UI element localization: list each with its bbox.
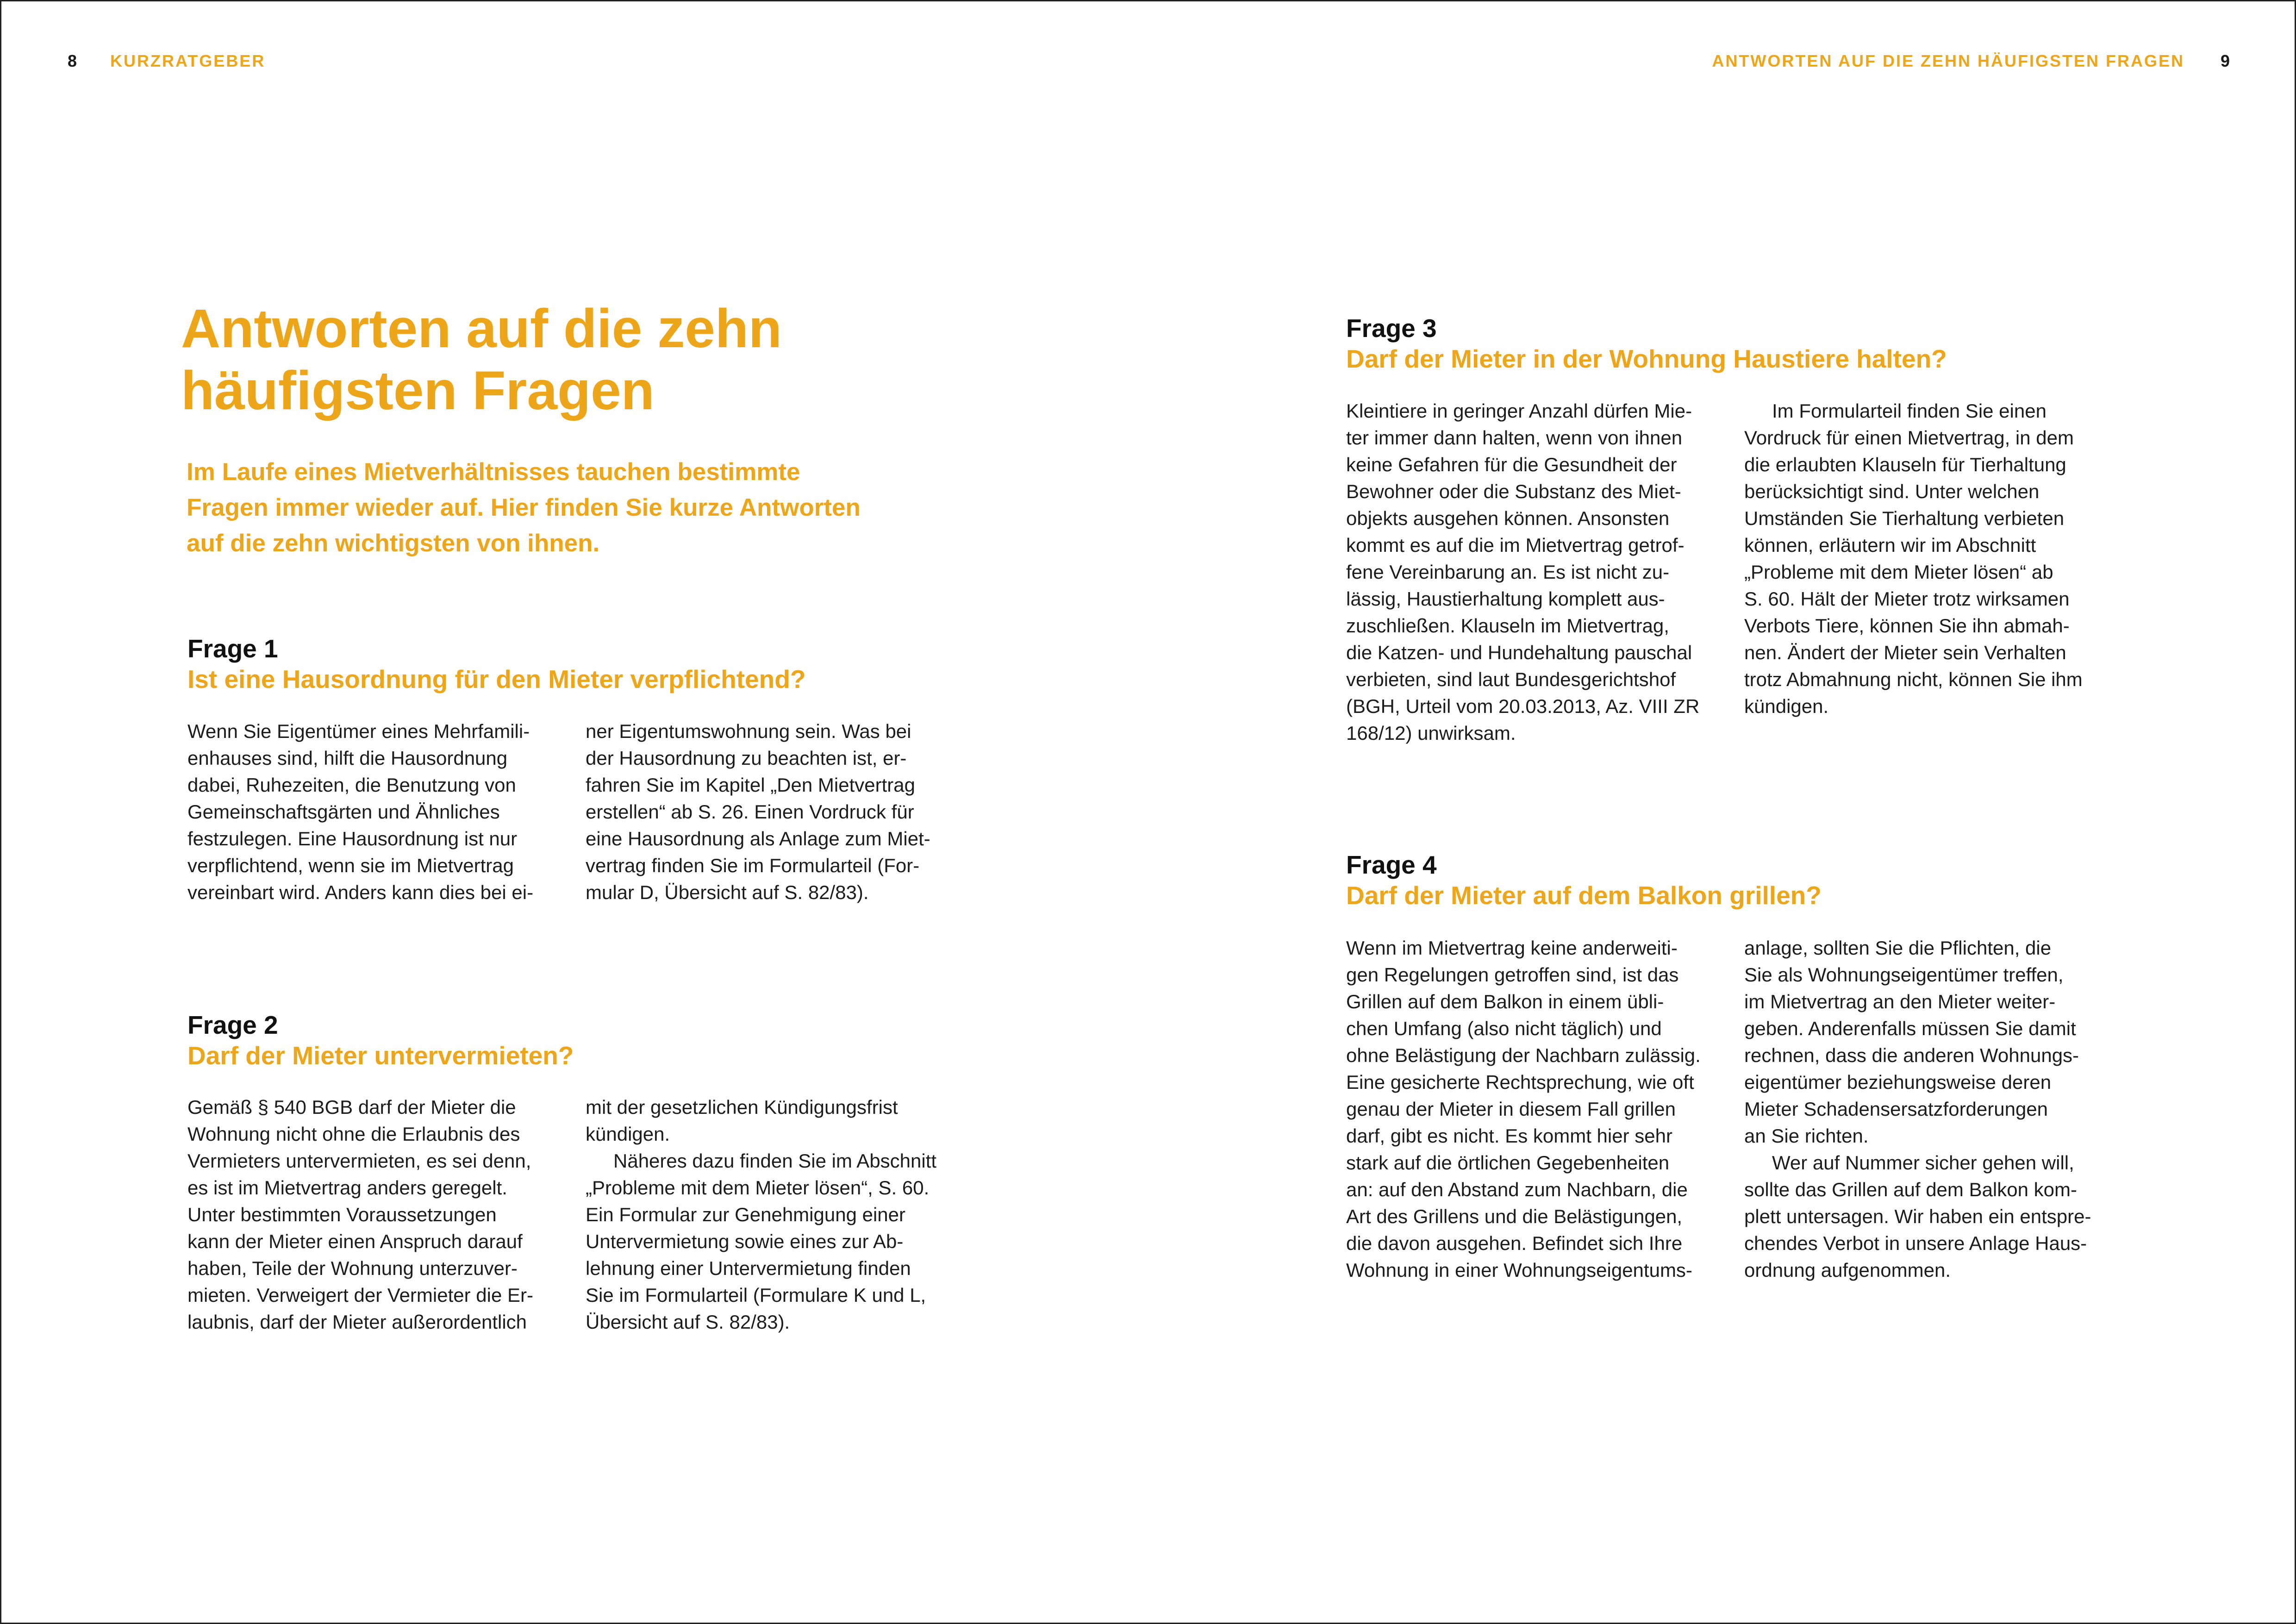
- body-line: die davon ausgehen. Befindet sich Ihre: [1346, 1232, 1683, 1254]
- right-page-number: 9: [2220, 51, 2230, 70]
- body-line: die Katzen- und Hundehaltung pauschal: [1346, 642, 1692, 663]
- body-line: die erlaubten Klauseln für Tierhaltung: [1744, 454, 2066, 475]
- body-line: ner Eigentumswohnung sein. Was bei: [586, 720, 911, 742]
- body-line: verpflichtend, wenn sie im Mietvertrag: [187, 855, 514, 876]
- body-line: eine Hausordnung als Anlage zum Miet-: [586, 828, 930, 849]
- body-line: S. 60. Hält der Mieter trotz wirksamen: [1744, 588, 2070, 610]
- body-line: „Probleme mit dem Mieter lösen“ ab: [1744, 561, 2053, 583]
- question-2-body: [187, 1094, 951, 1336]
- body-line: „Probleme mit dem Mieter lösen“, S. 60.: [586, 1177, 930, 1199]
- body-line: zuschließen. Klauseln im Mietvertrag,: [1346, 615, 1669, 637]
- body-line: an: auf den Abstand zum Nachbarn, die: [1346, 1179, 1688, 1200]
- body-line: verbieten, sind laut Bundesgerichtshof: [1346, 668, 1676, 690]
- question-3-body: [1346, 398, 2110, 747]
- body-line: Ein Formular zur Genehmigung einer: [586, 1204, 905, 1225]
- body-line: haben, Teile der Wohnung unterzuver-: [187, 1257, 518, 1279]
- body-line: Verbots Tiere, können Sie ihn abmah-: [1744, 615, 2070, 637]
- chapter-title-line1: Antworten auf die zehn: [181, 298, 782, 359]
- body-line: enhauses sind, hilft die Hausordnung: [187, 747, 508, 769]
- body-line: (BGH, Urteil vom 20.03.2013, Az. VIII ZR: [1346, 695, 1700, 717]
- body-line: Näheres dazu finden Sie im Abschnitt: [613, 1150, 937, 1172]
- body-line: berücksichtigt sind. Unter welchen: [1744, 481, 2040, 502]
- body-line: keine Gefahren für die Gesundheit der: [1346, 454, 1677, 475]
- body-line: im Mietvertrag an den Mieter weiter-: [1744, 991, 2056, 1012]
- body-line: darf, gibt es nicht. Es kommt hier sehr: [1346, 1125, 1672, 1147]
- body-line: es ist im Mietvertrag anders geregelt.: [187, 1177, 507, 1199]
- body-line: mular D, Übersicht auf S. 82/83).: [586, 881, 869, 903]
- body-line: fahren Sie im Kapitel „Den Mietvertrag: [586, 774, 915, 796]
- intro-line2: Fragen immer wieder auf. Hier finden Sie kurze Antworten: [187, 494, 861, 521]
- question-label: Frage 3: [1346, 314, 1437, 343]
- body-line: objekts ausgehen können. Ansonsten: [1346, 507, 1670, 529]
- body-line: Wenn Sie Eigentümer eines Mehrfamili-: [187, 720, 530, 742]
- body-line: Mieter Schadensersatzforderungen: [1744, 1098, 2048, 1120]
- body-line: der Hausordnung zu beachten ist, er-: [586, 747, 907, 769]
- question-title: Ist eine Hausordnung für den Mieter verpflichtend?: [187, 665, 806, 693]
- body-line: Eine gesicherte Rechtsprechung, wie oft: [1346, 1071, 1694, 1093]
- body-line: fene Vereinbarung an. Es ist nicht zu-: [1346, 561, 1670, 583]
- body-line: trotz Abmahnung nicht, können Sie ihm: [1744, 668, 2083, 690]
- body-column-right: [586, 1094, 951, 1336]
- body-line: genau der Mieter in diesem Fall grillen: [1346, 1098, 1676, 1120]
- body-line: kommt es auf die im Mietvertrag getrof-: [1346, 534, 1685, 556]
- intro-line3: auf die zehn wichtigsten von ihnen.: [187, 530, 600, 557]
- body-line: plett untersagen. Wir haben ein entspre-: [1744, 1206, 2091, 1227]
- body-line: Vordruck für einen Mietvertrag, in dem: [1744, 427, 2074, 449]
- question-title: Darf der Mieter auf dem Balkon grillen?: [1346, 881, 1822, 910]
- question-1-heading: [187, 633, 805, 694]
- body-line: kündigen.: [586, 1123, 670, 1145]
- body-line: erstellen“ ab S. 26. Einen Vordruck für: [586, 801, 914, 823]
- body-line: Sie im Formularteil (Formulare K und L,: [586, 1284, 926, 1306]
- body-line: sollte das Grillen auf dem Balkon kom-: [1744, 1179, 2077, 1200]
- chapter-title: [181, 298, 968, 422]
- body-line: vertrag finden Sie im Formularteil (For-: [586, 855, 920, 876]
- body-column-right: [586, 718, 951, 906]
- body-line: chen Umfang (also nicht täglich) und: [1346, 1018, 1662, 1039]
- body-column-left: [1346, 935, 1712, 1284]
- body-line: Wenn im Mietvertrag keine anderweiti-: [1346, 937, 1678, 959]
- body-line: geben. Anderenfalls müssen Sie damit: [1744, 1018, 2076, 1039]
- body-line: Gemäß § 540 BGB darf der Mieter die: [187, 1096, 516, 1118]
- body-line: festzulegen. Eine Hausordnung ist nur: [187, 828, 518, 849]
- body-line: dabei, Ruhezeiten, die Benutzung von: [187, 774, 516, 796]
- body-line: mieten. Verweigert der Vermieter die Er-: [187, 1284, 533, 1306]
- body-line: ter immer dann halten, wenn von ihnen: [1346, 427, 1683, 449]
- body-line: gen Regelungen getroffen sind, ist das: [1346, 964, 1679, 986]
- body-column-left: [187, 1094, 553, 1336]
- body-line: 168/12) unwirksam.: [1346, 722, 1516, 744]
- body-column-left: [1346, 398, 1712, 747]
- question-4-heading: [1346, 849, 1822, 911]
- left-page-number: 8: [68, 51, 77, 70]
- body-line: Wer auf Nummer sicher gehen will,: [1772, 1152, 2074, 1174]
- body-line: Vermieters untervermieten, es sei denn,: [187, 1150, 531, 1172]
- body-line: Übersicht auf S. 82/83).: [586, 1311, 790, 1333]
- body-line: ordnung aufgenommen.: [1744, 1259, 1951, 1281]
- intro-line1: Im Laufe eines Mietverhältnisses tauchen bestimmte: [187, 458, 800, 486]
- body-line: Art des Grillens und die Belästigungen,: [1346, 1206, 1683, 1227]
- body-line: laubnis, darf der Mieter außerordentlich: [187, 1311, 527, 1333]
- body-line: Im Formularteil finden Sie einen: [1772, 400, 2046, 422]
- chapter-title-line2: häufigsten Fragen: [181, 360, 655, 421]
- question-title: Darf der Mieter untervermieten?: [187, 1041, 574, 1070]
- body-line: mit der gesetzlichen Kündigungsfrist: [586, 1096, 898, 1118]
- question-2-heading: [187, 1010, 574, 1071]
- body-line: chendes Verbot in unsere Anlage Haus-: [1744, 1232, 2087, 1254]
- question-label: Frage 4: [1346, 850, 1437, 879]
- question-label: Frage 1: [187, 634, 278, 663]
- body-column-left: [187, 718, 553, 906]
- question-title: Darf der Mieter in der Wohnung Haustiere halten?: [1346, 344, 1947, 373]
- body-line: rechnen, dass die anderen Wohnungs-: [1744, 1044, 2079, 1066]
- body-line: stark auf die örtlichen Gegebenheiten: [1346, 1152, 1670, 1174]
- body-line: können, erläutern wir im Abschnitt: [1744, 534, 2036, 556]
- question-1-body: [187, 718, 951, 906]
- body-line: kann der Mieter einen Anspruch darauf: [187, 1230, 523, 1252]
- body-line: Umständen Sie Tierhaltung verbieten: [1744, 507, 2065, 529]
- body-line: eigentümer beziehungsweise deren: [1744, 1071, 2052, 1093]
- body-line: lässig, Haustierhaltung komplett aus-: [1346, 588, 1665, 610]
- right-running-title: ANTWORTEN AUF DIE ZEHN HÄUFIGSTEN FRAGEN: [1712, 51, 2184, 70]
- body-line: nen. Ändert der Mieter sein Verhalten: [1744, 642, 2066, 663]
- body-line: Sie als Wohnungseigentümer treffen,: [1744, 964, 2064, 986]
- body-line: kündigen.: [1744, 695, 1829, 717]
- body-line: Bewohner oder die Substanz des Miet-: [1346, 481, 1681, 502]
- question-3-heading: [1346, 313, 1947, 374]
- body-line: lehnung einer Untervermietung finden: [586, 1257, 911, 1279]
- body-line: anlage, sollten Sie die Pflichten, die: [1744, 937, 2052, 959]
- body-line: Wohnung in einer Wohnungseigentums-: [1346, 1259, 1692, 1281]
- chapter-intro: [187, 454, 936, 561]
- body-line: Wohnung nicht ohne die Erlaubnis des: [187, 1123, 520, 1145]
- body-line: Gemeinschaftsgärten und Ähnliches: [187, 801, 500, 823]
- body-column-right: [1744, 398, 2110, 747]
- body-column-right: [1744, 935, 2110, 1284]
- body-line: an Sie richten.: [1744, 1125, 1869, 1147]
- body-line: vereinbart wird. Anders kann dies bei ei-: [187, 881, 534, 903]
- question-label: Frage 2: [187, 1011, 278, 1039]
- body-line: Kleintiere in geringer Anzahl dürfen Mie-: [1346, 400, 1692, 422]
- body-line: Untervermietung sowie eines zur Ab-: [586, 1230, 904, 1252]
- question-4-body: [1346, 935, 2110, 1284]
- body-line: ohne Belästigung der Nachbarn zulässig.: [1346, 1044, 1701, 1066]
- body-line: Unter bestimmten Voraussetzungen: [187, 1204, 497, 1225]
- body-line: Grillen auf dem Balkon in einem übli-: [1346, 991, 1664, 1012]
- left-running-title: KURZRATGEBER: [110, 51, 266, 70]
